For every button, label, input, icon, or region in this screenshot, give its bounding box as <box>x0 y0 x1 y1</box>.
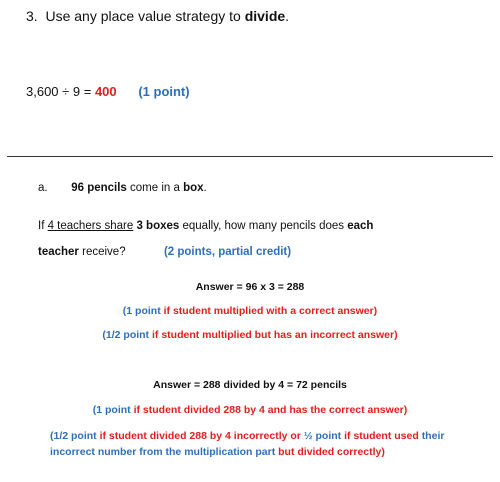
boxes-count: 3 boxes <box>136 220 180 232</box>
box-word: box <box>183 182 204 194</box>
answer-division: Answer = 288 divided by 4 = 72 pencils <box>153 379 347 391</box>
section-divider <box>7 156 493 157</box>
criterion-4 <box>50 428 470 460</box>
pencil-quantity: 96 pencils <box>71 182 127 194</box>
l3-rest: receive? <box>82 246 126 258</box>
criterion-3-points: (1 point <box>92 404 131 416</box>
criterion-1-text: if student multiplied with a correct answer) <box>163 305 378 317</box>
criterion-4-text-a: if student divided 288 by 4 incorrectly or <box>99 430 301 442</box>
part-a-line-2 <box>38 220 373 232</box>
criterion-4-text-c: their incorrect number from the multiplication part <box>50 430 445 458</box>
l2-pre: If <box>38 220 45 232</box>
l2-mid: equally, how many pencils does <box>182 220 345 232</box>
question-keyword: divide <box>244 8 286 24</box>
criterion-2-text: if student multiplied but has an incorrect answer) <box>151 329 398 341</box>
part-a-label: a. <box>38 182 48 194</box>
criterion-4-text-b: if student used <box>344 430 419 442</box>
answer-multiplication: Answer = 96 x 3 = 288 <box>195 281 305 293</box>
part-a-line-3 <box>38 246 291 258</box>
criterion-1 <box>0 305 500 317</box>
division-expression <box>26 84 190 99</box>
expression-points: (1 point) <box>138 84 190 99</box>
criterion-4-points-b: ½ point <box>303 430 342 442</box>
criterion-3 <box>0 404 500 416</box>
criterion-3-text: if student divided 288 by 4 and has the correct answer) <box>133 404 408 416</box>
question-period: . <box>285 8 290 24</box>
question-text: Use any place value strategy to <box>45 8 241 24</box>
expression-answer: 400 <box>94 84 117 99</box>
question-number: 3. <box>26 8 38 24</box>
criterion-2 <box>0 329 500 341</box>
part-a-points: (2 points, partial credit) <box>163 246 292 258</box>
part-a-intro <box>38 182 207 194</box>
part-a-period: . <box>203 182 207 194</box>
criterion-2-points: (1/2 point <box>102 329 150 341</box>
each-word: each <box>347 220 374 232</box>
teachers-share: 4 teachers share <box>47 220 134 232</box>
expression-problem: 3,600 ÷ 9 = <box>26 84 92 99</box>
criterion-4-text-d: but divided correctly) <box>278 446 385 458</box>
part-a-mid: come in a <box>130 182 180 194</box>
criterion-1-points: (1 point <box>122 305 161 317</box>
criterion-4-points-a: (1/2 point <box>50 430 97 442</box>
teacher-word: teacher <box>38 246 79 258</box>
question-prompt <box>26 8 289 24</box>
